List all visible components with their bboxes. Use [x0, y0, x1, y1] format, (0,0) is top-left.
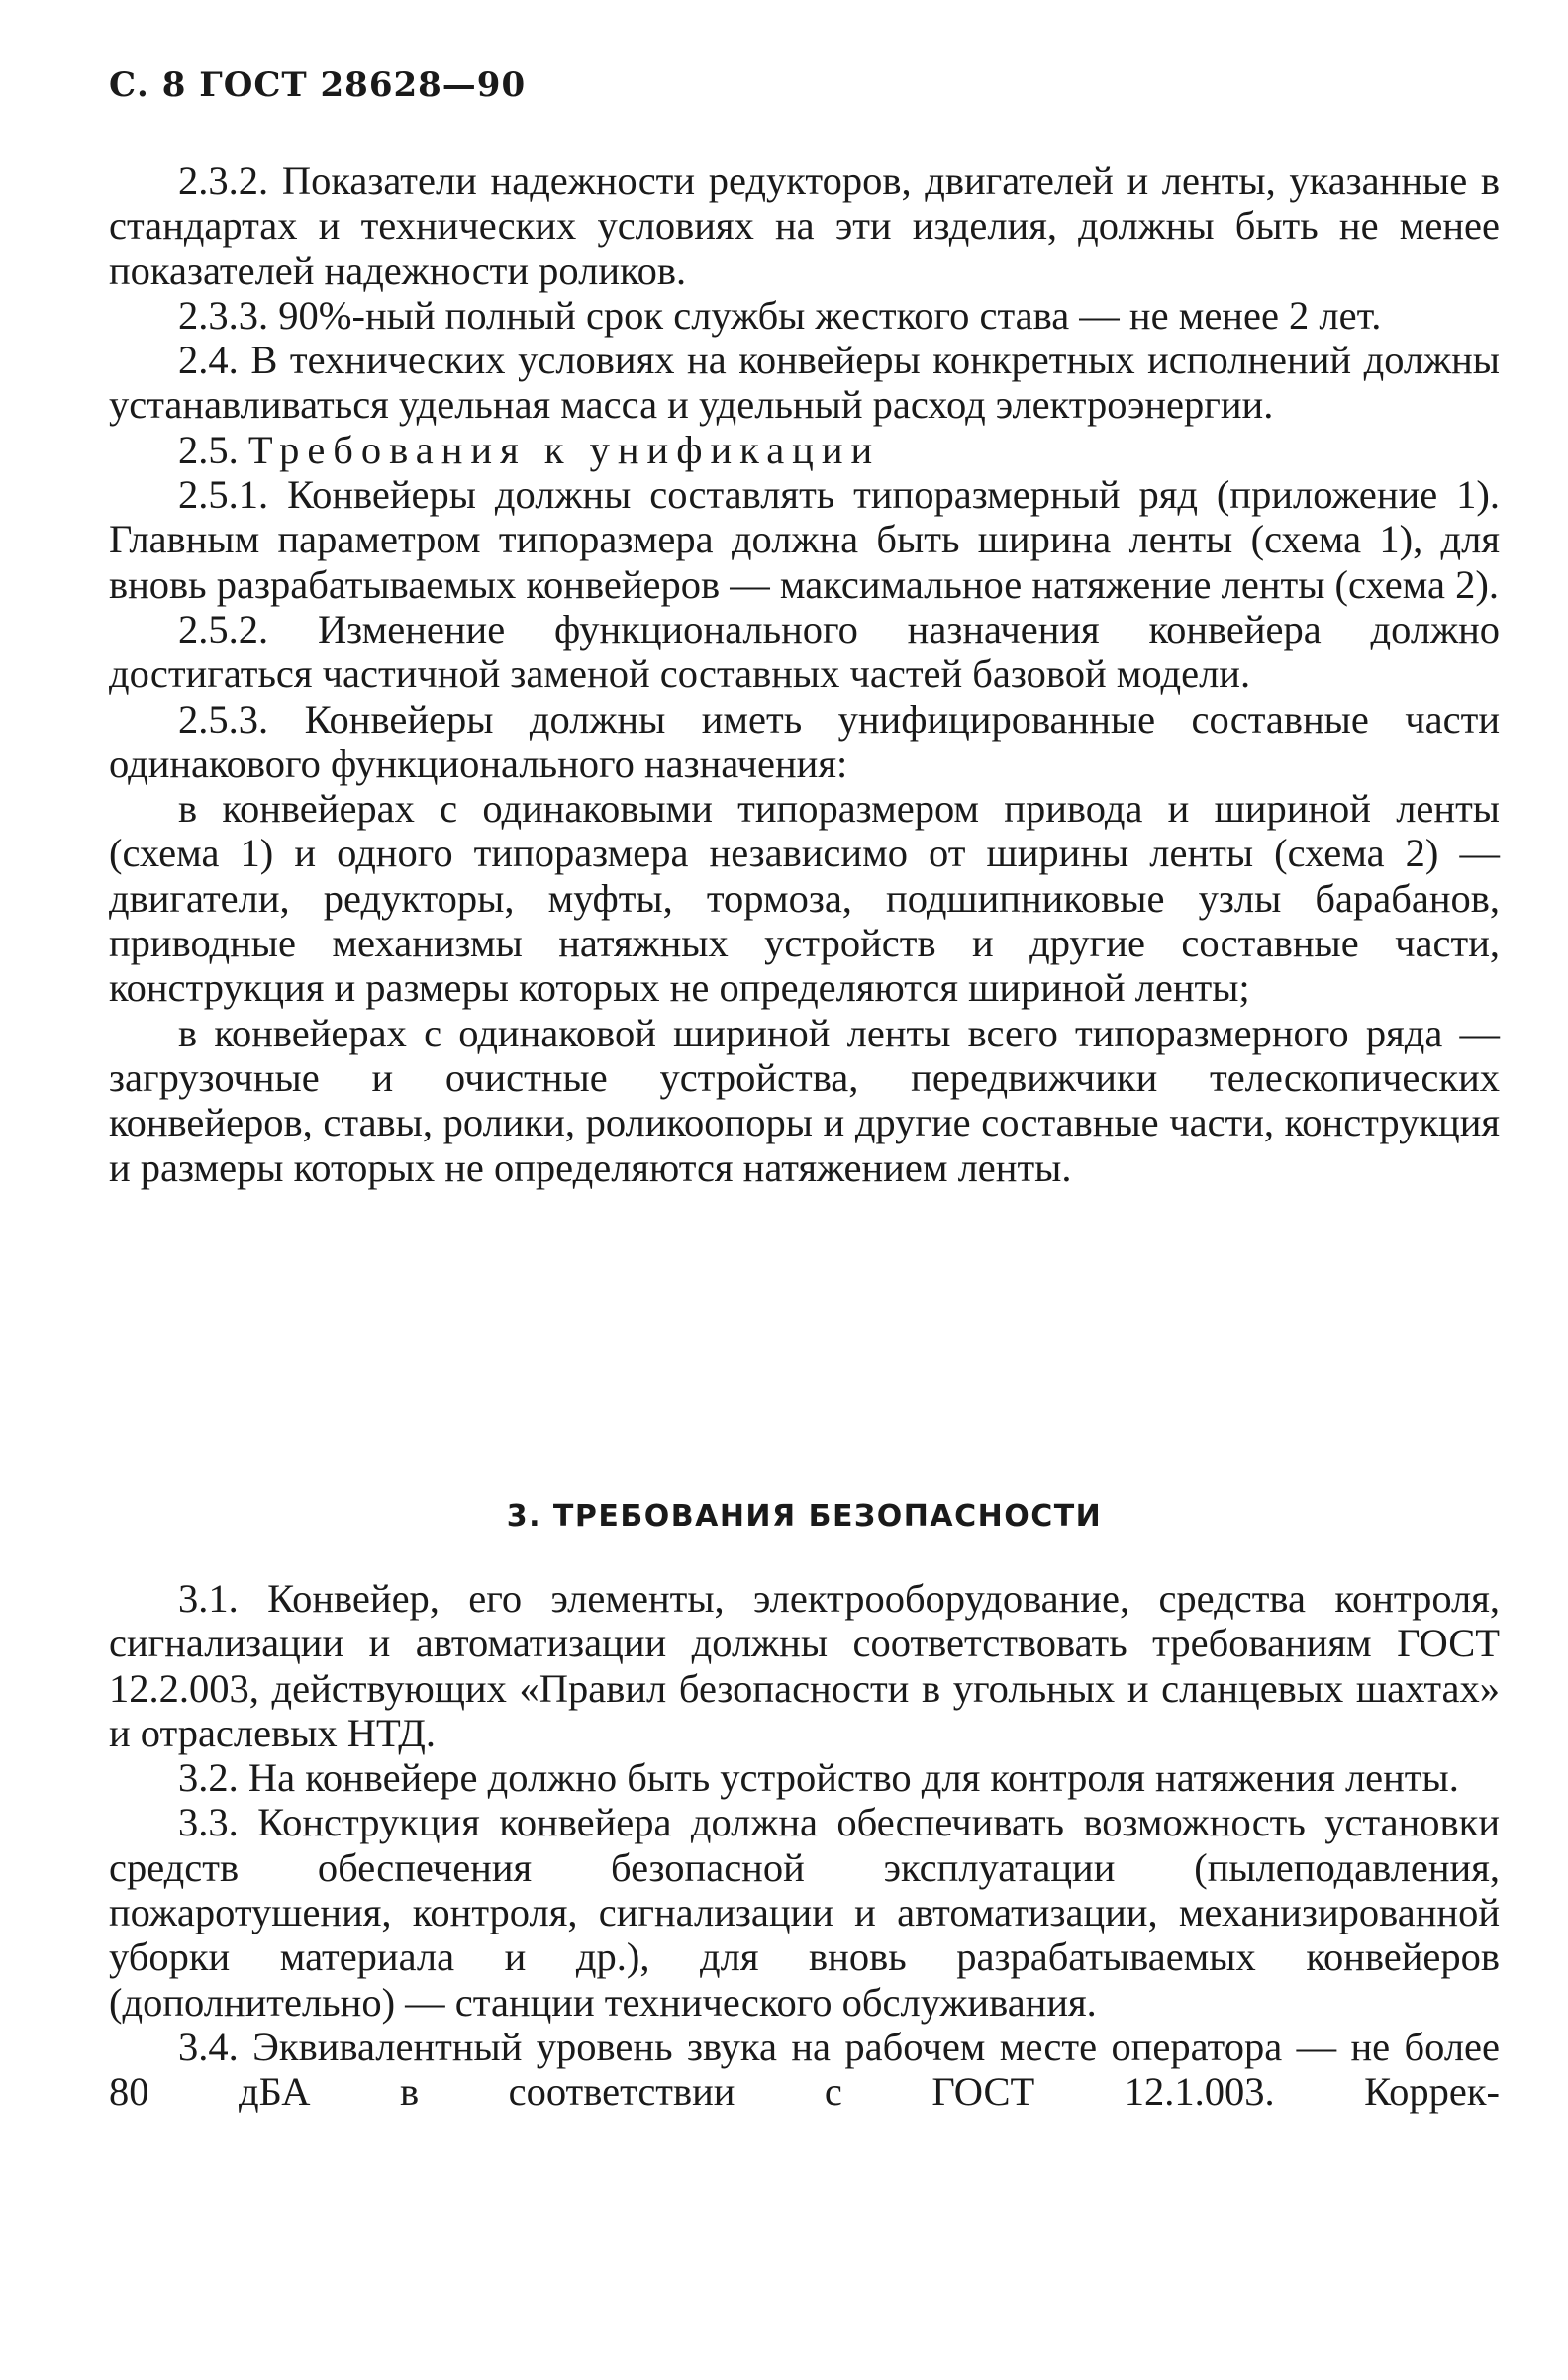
paragraph-text: Конвейеры должны составлять типоразмерный ряд (приложение 1). Главным параметром типоразмера должна быть ширина ленты (схема 1), для вновь разрабатываемых конвейеров — максимальное натяжение ленты (схема 2). — [109, 472, 1501, 607]
paragraph-text: в конвейерах с одинаковыми типоразмером привода и шириной ленты (схема 1) и одного типоразмера независимо от ширины ленты (схема 2) — двигатели, редукторы, муфты, тормоза, подшипниковые узлы барабанов, приводные механизмы натяжных устройств и другие составные части, конструкция и размеры которых не определяются шириной ленты; — [109, 786, 1500, 1011]
paragraph-list-item-1 — [109, 786, 1500, 1010]
paragraph-number: 3.2. — [178, 1755, 239, 1801]
document-page — [109, 0, 1500, 2380]
paragraph-number: 2.5.1. — [178, 472, 269, 518]
paragraph-text: В технических условиях на конвейеры конкретных исполнений должны устанавливаться удельная масса и удельный расход электроэнергии. — [109, 338, 1501, 428]
paragraph-2-5-3 — [109, 697, 1500, 787]
paragraph-2-5-2 — [109, 607, 1500, 697]
paragraph-number: 3.4. — [178, 2024, 239, 2069]
paragraph-2-3-2 — [109, 158, 1500, 293]
paragraph-number: 2.5.3. — [178, 696, 269, 742]
paragraph-number: 2.3.2. — [178, 158, 269, 203]
paragraph-number: 2.4. — [178, 338, 239, 383]
paragraph-text: в конвейерах с одинаковой шириной ленты всего типоразмерного ряда — загрузочные и очистные устройства, передвижчики телескопических конвейеров, ставы, ролики, роликоопоры и другие составные части, конструкция и размеры которых не определяются натяжением ленты. — [109, 1010, 1500, 1190]
paragraph-text: Конвейеры должны иметь унифицированные составные части одинакового функционального назначения: — [109, 696, 1500, 786]
section-2-body — [109, 158, 1500, 1190]
paragraph-3-3 — [109, 1800, 1500, 2024]
paragraph-2-4 — [109, 338, 1500, 428]
paragraph-number: 2.3.3. — [178, 292, 269, 338]
paragraph-text: Показатели надежности редукторов, двигателей и ленты, указанные в стандартах и технических условиях на эти изделия, должны быть не менее показателей надежности роликов. — [109, 158, 1501, 293]
paragraph-number: 3.1. — [178, 1576, 239, 1621]
page-header: С. 8 ГОСТ 28628—90 — [109, 65, 527, 105]
paragraph-text: Конвейер, его элементы, электрооборудование, средства контроля, сигнализации и автоматизации должны соответствовать требованиям ГОСТ 12.2.003, действующих «Правил безопасности в угольных и сланцевых шахтах» и отраслевых НТД. — [109, 1576, 1501, 1755]
paragraph-text: 90%-ный полный срок службы жесткого става — не менее 2 лет. — [278, 292, 1382, 338]
paragraph-text: Конструкция конвейера должна обеспечивать возможность установки средств обеспечения безопасной эксплуатации (пылеподавления, пожаротушения, контроля, сигнализации и автоматизации, механизированной уборки материала и др.), для вновь разрабатываемых конвейеров (дополнительно) — станции технического обслуживания. — [109, 1800, 1501, 2025]
paragraph-number: 3.3. — [178, 1800, 239, 1845]
paragraph-number: 2.5.2. — [178, 606, 269, 651]
paragraph-2-3-3 — [109, 293, 1500, 338]
paragraph-text: На конвейере должно быть устройство для контроля натяжения ленты. — [247, 1755, 1459, 1801]
paragraph-text: Изменение функционального назначения конвейера должно достигаться частичной заменой составных частей базовой модели. — [109, 606, 1500, 697]
subsection-title: Требования к унификации — [247, 427, 881, 472]
paragraph-3-1 — [109, 1576, 1500, 1755]
paragraph-3-2 — [109, 1755, 1500, 1800]
paragraph-2-5 — [109, 428, 1500, 472]
paragraph-number: 2.5. — [178, 427, 239, 472]
section-3-body — [109, 1576, 1500, 2115]
paragraph-list-item-2 — [109, 1011, 1500, 1190]
paragraph-3-4 — [109, 2025, 1500, 2115]
section-heading: 3. ТРЕБОВАНИЯ БЕЗОПАСНОСТИ — [506, 1499, 1103, 1534]
paragraph-text: Эквивалентный уровень звука на рабочем месте оператора — не более 80 дБА в соответствии с ГОСТ 12.1.003. Коррек- — [109, 2024, 1501, 2115]
paragraph-2-5-1 — [109, 472, 1500, 607]
